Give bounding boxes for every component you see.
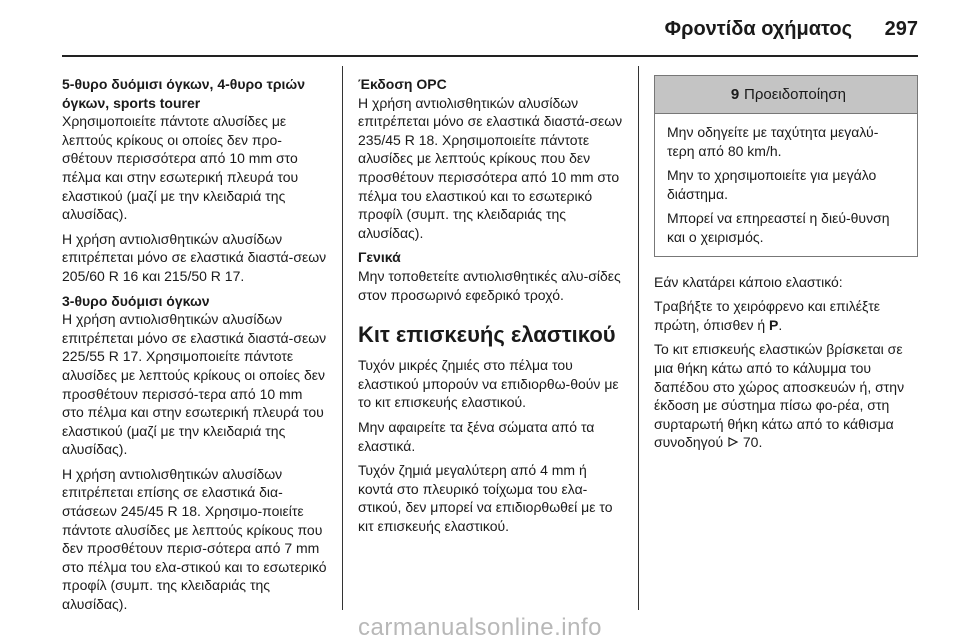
warning-box [654,75,918,257]
column-divider [638,66,639,610]
section-text: Η χρήση αντιολισθητικών αλυσίδων επιτρέπεται μόνο σε ελαστικά διαστά-σεων 225/55 R 17. Χρησιμοποιείτε πάντοτε αλυσίδες με λεπτούς κρίκους οι οποίες δεν προσθέτουν περισσό-τερα από 10 mm στο πέλμα και στην εσωτερική πλευρά του ελαστικού (μαζί με την κλειδαριά της αλυσίδας). [62,311,327,458]
warning-body [655,114,917,256]
section-heading: 3-θυρο δυόμισι όγκων [62,292,210,309]
paragraph: Εάν κλατάρει κάποιο ελαστικό: [654,273,843,290]
section-text: Χρησιμοποιείτε πάντοτε αλυσίδες με λεπτούς κρίκους οι οποίες δεν προ-σθέτουν περισσότερα από 10 mm στο πέλμα και στην εσωτερική πλευρά του ελαστικού (μαζί με την κλειδαριά της αλυσίδας). [62,113,299,223]
tyre-repair-kit-heading: Κιτ επισκευής ελαστικού [358,322,616,348]
warning-title: Προειδοποίηση [744,86,846,103]
watermark: carmanualsonline.info [358,614,602,641]
paragraph-text: Το κιτ επισκευής ελαστικών βρίσκεται σε μια θήκη κάτω από το κάλυμμα του δαπέδου στο χώρος αποσκευών ή, στην έκδοση με σύστημα πίσω φο-ρέα, στη συρταρωτή θήκη κάτω από το κάθισμα συνοδηγού [654,341,905,451]
column-1 [62,75,328,620]
warning-icon: 9 [730,86,740,103]
paragraph: Η χρήση αντιολισθητικών αλυσίδων επιτρέπεται επίσης σε ελαστικά δια-στάσεων 245/45 R 18. Χρησιμο-ποιείτε πάντοτε αλυσίδες με λεπτούς κρίκους που δεν προσθέτουν περισ-σότερα από 7 mm στο πέλμα του ελα-στικού και το εσωτερικό προφίλ (συμπ. της κλειδαριάς της αλυσίδας). [62,465,327,613]
paragraph [654,340,918,452]
section-3door [62,292,328,459]
page-reference[interactable]: 70 [742,434,759,451]
warning-header [655,76,917,114]
header-rule [62,55,918,57]
section-text: Η χρήση αντιολισθητικών αλυσίδων επιτρέπεται μόνο σε ελαστικά διαστά-σεων 235/45 R 18. Χρησιμοποιείτε πάντοτε αλυσίδες με λεπτούς κρίκους που δεν προσθέτουν περισσότερα από 10 mm στο πέλμα του ελαστικού και το εσωτερικό προφίλ (συμπ. της κλειδαριάς της αλυσίδας). [358,94,623,241]
paragraph-text: . [758,434,763,451]
section-5door [62,75,328,224]
section-heading: Γενικά [358,249,401,266]
paragraph: Τυχόν μικρές ζημιές στο πέλμα του ελαστικού μπορούν να επιδιορθω-θούν με το κιτ επισκευής ελαστικού. [358,357,619,411]
section-general [358,248,624,304]
paragraph: Τυχόν ζημιά μεγαλύτερη από 4 mm ή κοντά στο πλευρικό τοίχωμα του ελα-στικού, δεν μπορεί να επιδιορθωθεί με το κιτ επισκευής ελαστικού. [358,462,613,534]
column-divider [342,66,343,610]
gear-p-label: P [769,316,779,333]
section-opc [358,75,624,242]
warning-line: Μην οδηγείτε με ταχύτητα μεγαλύ-τερη από 80 km/h. [667,124,879,159]
section-heading: Έκδοση OPC [358,76,447,92]
page-header [0,0,960,56]
column-2 [358,75,624,541]
paragraph [654,297,918,334]
paragraph: Η χρήση αντιολισθητικών αλυσίδων επιτρέπεται μόνο σε ελαστικά διαστά-σεων 205/60 R 16 και 215/50 R 17. [62,230,327,284]
paragraph: Μην αφαιρείτε τα ξένα σώματα από τα ελαστικά. [358,418,595,454]
section-text: Μην τοποθετείτε αντιολισθητικές αλυ-σίδες στον προσωρινό εφεδρικό τροχό. [358,267,621,303]
paragraph-text: . [778,316,783,333]
warning-line: Μην το χρησιμοποιείτε για μεγάλο διάστημα. [667,167,877,202]
column-3 [654,75,918,458]
page-number: 297 [884,18,918,40]
paragraph-text: Τραβήξτε το χειρόφρενο και επιλέξτε πρώτη, όπισθεν ή [654,298,881,333]
section-heading: 5-θυρο δυόμισι όγκων, 4-θυρο τριών όγκων, sports tourer [62,76,306,111]
page-title: Φροντίδα οχήματος [664,18,852,40]
page-reference-arrow-icon [727,436,739,448]
warning-line: Μπορεί να επηρεαστεί η διεύ-θυνση και ο χειρισμός. [667,210,890,245]
